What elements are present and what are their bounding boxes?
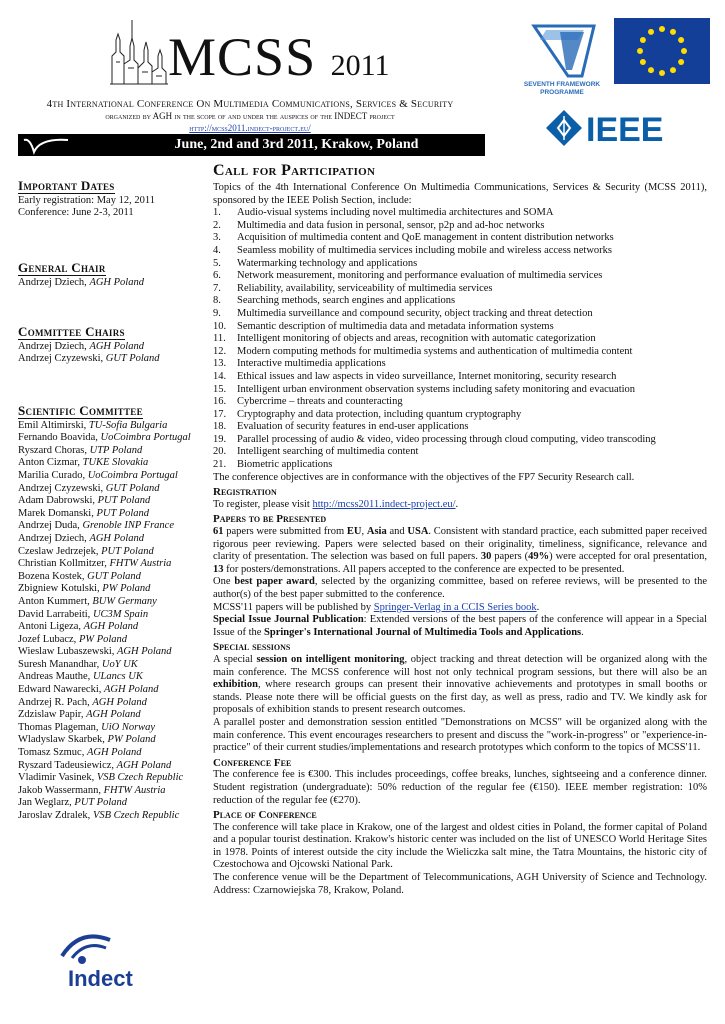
topic-item: 16. Cybercrime – threats and counteracting (213, 396, 403, 408)
main-content (213, 162, 707, 897)
general-chair-member: Andrzej Dziech, AGH Poland (18, 276, 144, 288)
committee-member: Ryszard Choras, UTP Poland (18, 444, 143, 456)
topic-item: 19. Parallel processing of audio & video, video processing through cloud computing, video transcoding (213, 433, 656, 445)
committee-member: David Larrabeiti, UC3M Spain (18, 608, 149, 620)
important-dates-heading: Important Dates (18, 178, 115, 193)
committee-chair-member: Andrzej Dziech, AGH Poland (18, 340, 144, 352)
committee-member: Jozef Lubacz, PW Poland (18, 633, 128, 645)
topic-item: 9. Multimedia surveillance and compound security, object tracking and threat detection (213, 307, 593, 319)
topic-item: 20. Intelligent searching of multimedia content (213, 446, 419, 458)
topic-item: 10. Semantic description of multimedia data and metadata information systems (213, 320, 554, 332)
committee-member: Christian Kollmitzer, FHTW Austria (18, 558, 172, 570)
committee-member: Suresh Manandhar, UoY UK (18, 658, 138, 670)
eu-star-icon (670, 29, 676, 35)
committee-member: Andreas Mauthe, ULancs UK (18, 671, 143, 683)
scientific-committee-section (18, 405, 203, 823)
committee-member: Jakob Wassermann, FHTW Austria (18, 784, 166, 796)
papers-heading: Papers to be Presented (213, 513, 327, 526)
important-date-item: Early registration: May 12, 2011 (18, 194, 155, 206)
organized-by-line: organized by AGH in the scope of and under the auspices of the INDECT project (105, 111, 395, 121)
topic-item: 14. Ethical issues and law aspects in video surveillance, Internet monitoring, security research (213, 370, 617, 382)
title-main: MCSS (168, 27, 317, 87)
place-paragraph: The conference will take place in Krakow, one of the largest and oldest cities in Poland, the former capital of Poland and a popular tourist destination. Krakow's historic center was included on the list of UNESCO World Heritage Sites in 1978. Points of interest outside the city include the Wieliczka salt mine, the Tatra Mountains, the historic city of Czestochowa and Ojcowski National Park. (213, 821, 707, 871)
indect-text: Indect (68, 966, 133, 990)
papers-paragraph: 61 papers were submitted from EU, Asia and USA. Consistent with standard practice, each submitted paper received rigorous peer reviewing. Papers were selected based on their originality, timeliness, significance, relevance and clarity of presentation. The selection was based on full papers. 30 papers (49%) were accepted for oral presentation, 13 for posters/demonstrations. All papers accepted to the conference are expected to be presented. (213, 526, 708, 575)
committee-member: Marek Domanski, PUT Poland (18, 507, 150, 519)
conference-title (168, 27, 390, 93)
eu-star-icon (659, 26, 665, 32)
topic-item: 13. Interactive multimedia applications (213, 358, 386, 370)
special-issue-paragraph: Special Issue Journal Publication: Extended versions of the best papers of the conference will appear in a Special Issue of the Springer's International Journal of Multimedia Tools and Applications. (213, 614, 707, 638)
committee-member: Antoni Ligeza, AGH Poland (18, 621, 139, 633)
committee-member: Jaroslav Zdralek, VSB Czech Republic (18, 810, 180, 821)
date-bar (18, 134, 485, 156)
topic-item: 2. Multimedia and data fusion in personal, sensor, p2p and ad-hoc networks (213, 219, 545, 231)
committee-member: Wieslaw Lubaszewski, AGH Poland (18, 646, 172, 658)
committee-chairs-list (18, 341, 203, 366)
venue-paragraph: The conference venue will be the Department of Telecommunications, AGH University of Science and Technology. Address: Czarnowiejska 78, Krakow, Poland. (213, 872, 707, 896)
registration-heading: Registration (213, 486, 277, 499)
topic-item: 21. Biometric applications (213, 459, 333, 471)
topic-item: 5. Watermarking technology and applications (213, 257, 418, 269)
publication-paragraph: MCSS'11 papers will be published by Springer-Verlag in a CCIS Series book. (213, 601, 540, 613)
eu-star-icon (659, 70, 665, 76)
topics-intro: Topics of the 4th International Conference On Multimedia Communications, Services & Security (MCSS 2011), sponsored by the IEEE Polish Section, include: (213, 182, 707, 206)
committee-member: Zbigniew Kotulski, PW Poland (18, 583, 151, 595)
committee-member: Anton Kummert, BUW Germany (18, 595, 157, 607)
demonstrations-paragraph: A parallel poster and demonstration session entitled "Demonstrations on MCSS" will be organized along with the main conference. This event encourages researchers to present and discuss the "work-in-progress" or "experience-in-practice" of their current studies/implementations and research prototypes which conform to the topics of MCSS'11. (213, 716, 707, 754)
fp7-line1: SEVENTH FRAMEWORK (523, 81, 601, 88)
committee-member: Fernando Boavida, UoCoimbra Portugal (18, 432, 191, 444)
ieee-text: IEEE (586, 111, 664, 148)
conference-fee-paragraph: The conference fee is €300. This includes proceedings, coffee breaks, lunches, sightseeing and a conference dinner. Student registration (undergraduate): 50% reduction of the regular fee (€150). IEEE member registration: 10% reduction of the regular fee (€270). (213, 769, 707, 806)
topic-item: 1. Audio-visual systems including novel multimedia architectures and SOMA (213, 207, 554, 219)
eu-star-icon (670, 67, 676, 73)
committee-member: Andrzej Czyzewski, GUT Poland (18, 482, 160, 494)
place-heading: Place of Conference (213, 809, 317, 822)
important-dates-section (18, 180, 203, 220)
topic-item: 8. Searching methods, search engines and applications (213, 295, 456, 307)
committee-member: Jan Weglarz, PUT Poland (18, 797, 128, 809)
call-for-participation-heading: Call for Participation (213, 162, 376, 179)
committee-chair-member: Andrzej Czyzewski, GUT Poland (18, 353, 160, 365)
committee-member: Vladimir Vasinek, VSB Czech Republic (18, 772, 184, 784)
topic-item: 4. Seamless mobility of multimedia services including mobile and wireless access networks (213, 244, 613, 256)
special-sessions-heading: Special sessions (213, 641, 291, 654)
eu-star-icon (678, 37, 684, 43)
committee-member: Adam Dabrowski, PUT Poland (18, 495, 151, 507)
fp7-logo-icon (520, 20, 604, 98)
eu-star-icon (681, 48, 687, 54)
important-date-item: Conference: June 2-3, 2011 (18, 207, 134, 219)
committee-member: Andrzej Duda, Grenoble INP France (18, 520, 174, 532)
springer-link[interactable]: Springer-Verlag in a CCIS Series book (373, 601, 537, 613)
topic-item: 15. Intelligent urban environment observation systems including safety monitoring and evacuation (213, 383, 636, 395)
committee-chairs-section (18, 326, 203, 366)
committee-member: Wladyslaw Skarbek, PW Poland (18, 734, 156, 746)
topic-item: 17. Cryptography and data protection, including quantum cryptography (213, 408, 522, 420)
conference-url-link[interactable]: http://mcss2011.indect-project.eu/ (189, 123, 311, 133)
best-paper-award-paragraph: One best paper award, selected by the organizing committee, based on referee reviews, will be presented to the author(s) of the best paper submitted to the conference. (213, 576, 707, 600)
eu-star-icon (648, 29, 654, 35)
committee-member: Czeslaw Jedrzejek, PUT Poland (18, 545, 154, 557)
ieee-logo (544, 108, 704, 148)
scientific-committee-heading: Scientific Committee (18, 403, 143, 418)
topic-item: 18. Evaluation of security features in end-user applications (213, 421, 469, 433)
general-chair-section (18, 262, 203, 289)
topic-item: 6. Network measurement, monitoring and performance evaluation of multimedia services (213, 270, 603, 282)
topic-item: 11. Intelligent monitoring of objects and areas, recognition with automatic categorization (213, 333, 596, 345)
committee-member: Marilia Curado, UoCoimbra Portugal (18, 469, 178, 481)
title-year: 2011 (330, 49, 390, 82)
eu-star-icon (640, 59, 646, 65)
header (0, 0, 725, 160)
conference-fee-heading: Conference Fee (213, 756, 292, 769)
eu-star-icon (640, 37, 646, 43)
castle-skyline-icon (108, 16, 170, 86)
committee-member: Emil Altimirski, TU-Sofia Bulgaria (18, 419, 168, 431)
committee-member: Zdzislaw Papir, AGH Poland (18, 709, 141, 721)
committee-member: Tomasz Szmuc, AGH Poland (18, 747, 142, 759)
committee-member: Andrzej Dziech, AGH Poland (18, 532, 144, 544)
committee-chairs-heading: Committee Chairs (18, 324, 125, 339)
committee-member: Anton Cizmar, TUKE Slovakia (18, 457, 149, 469)
registration-link[interactable]: http://mcss2011.indect-project.eu/ (312, 498, 456, 510)
topic-item: 3. Acquisition of multimedia content and QoE management in content distribution networks (213, 232, 614, 244)
scientific-committee-list (18, 420, 203, 823)
eu-star-icon (648, 67, 654, 73)
objectives-text: The conference objectives are in conformance with the objectives of the FP7 Security Research call. (213, 471, 635, 483)
swish-icon (22, 134, 72, 156)
registration-text: To register, please visit http://mcss2011.indect-project.eu/. (213, 498, 459, 510)
committee-member: Thomas Plageman, UiO Norway (18, 721, 156, 733)
topic-item: 12. Modern computing methods for multimedia systems and authentication of multimedia content (213, 345, 633, 357)
eu-star-icon (678, 59, 684, 65)
eu-flag-icon (614, 18, 710, 84)
special-sessions-paragraph: A special session on intelligent monitoring, object tracking and threat detection will be organized along with the main conference. The MCSS conference will host not only technical program sessions, but there will also be an exhibition, where research groups can present their innovative achievements and prototypes in small booths or stands. Please note there will be official guests on the first day, as well as press, radio and TV. We kindly ask for proposals of exhibition stands to present research outcomes. (213, 653, 707, 716)
committee-member: Edward Nawarecki, AGH Poland (18, 684, 159, 696)
topics-list (213, 207, 707, 471)
committee-member: Bozena Kostek, GUT Poland (18, 570, 141, 582)
indect-logo (48, 926, 148, 990)
fp7-line2: PROGRAMME (540, 89, 584, 96)
date-location-text: June, 2nd and 3rd 2011, Krakow, Poland (174, 137, 419, 152)
committee-member: Ryszard Tadeusiewicz, AGH Poland (18, 759, 172, 771)
conference-full-name: 4th International Conference On Multimedia Communications, Services & Security (46, 98, 454, 110)
eu-star-icon (637, 48, 643, 54)
general-chair-heading: General Chair (18, 260, 106, 275)
topic-item: 7. Reliability, availability, serviceability of multimedia services (213, 282, 493, 294)
committee-member: Andrzej R. Pach, AGH Poland (18, 696, 147, 708)
